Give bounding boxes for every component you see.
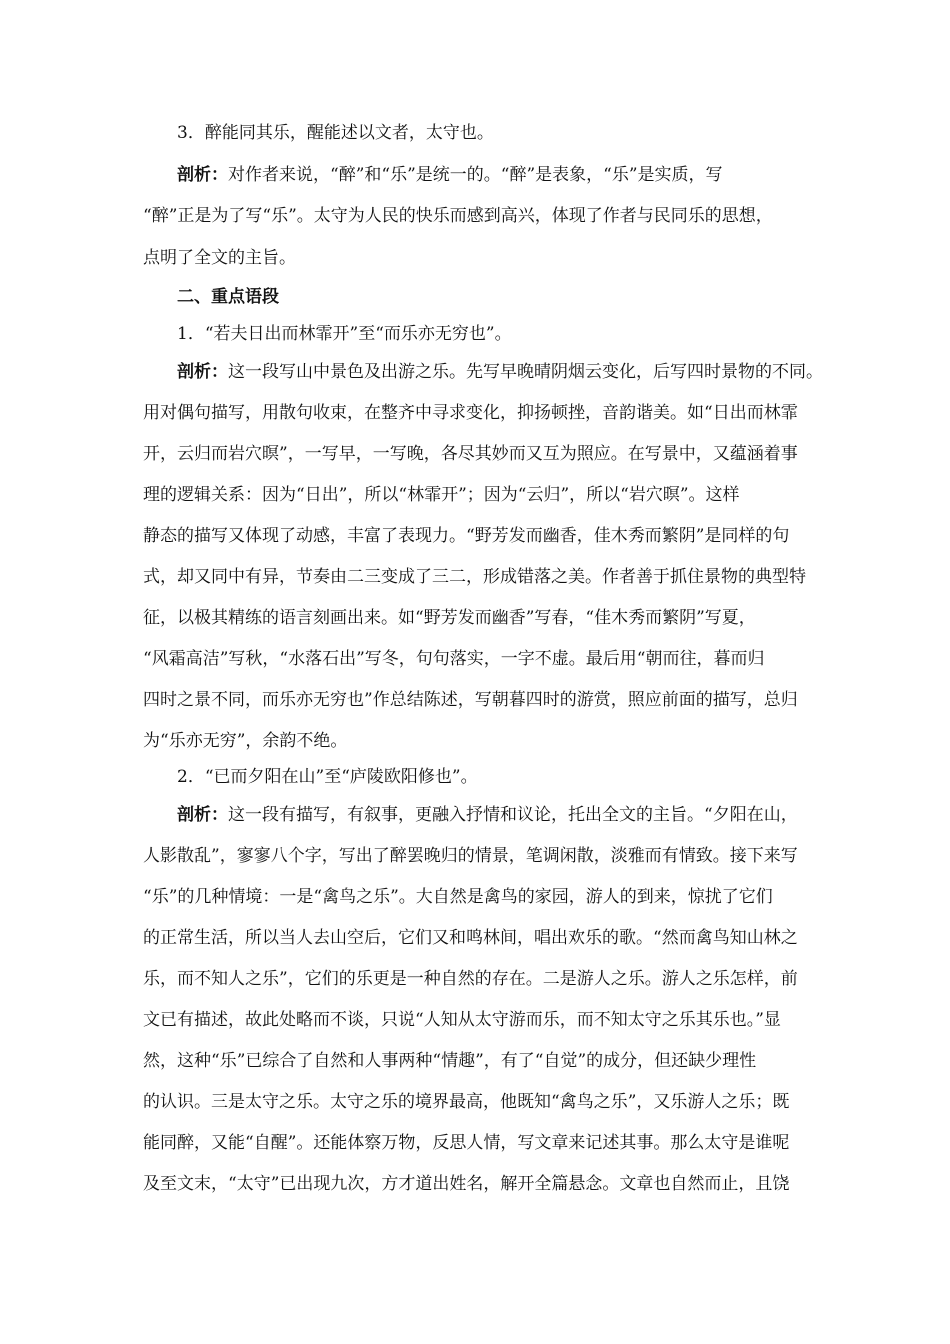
para-1-line-4: 理的逻辑关系：因为“日出”，所以“林霏开”；因为“云归”，所以“岩穴暝”。这样 bbox=[143, 485, 740, 505]
para-1-line-8: “风霜高洁”写秋，“水落石出”写冬，句句落实，一字不虚。最后用“朝而往，暮而归 bbox=[143, 649, 765, 669]
analysis-label: 剖析： bbox=[177, 165, 228, 185]
para-2-line-2: 人影散乱”，寥寥八个字，写出了醉罢晚归的情景，笔调闲散，淡雅而有情致。接下来写 bbox=[143, 846, 798, 866]
para-2-line-8: 的认识。三是太守之乐。太守之乐的境界最高，他既知“禽鸟之乐”，又乐游人之乐；既 bbox=[143, 1092, 790, 1112]
para-2-line-10: 及至文末，“太守”已出现九次，方才道出姓名，解开全篇悬念。文章也自然而止，且饶 bbox=[143, 1174, 790, 1194]
para-1-line-10: 为“乐亦无穷”，余韵不绝。 bbox=[143, 731, 348, 751]
para-2-line-3: “乐”的几种情境：一是“禽鸟之乐”。大自然是禽鸟的家园，游人的到来，惊扰了它们 bbox=[143, 887, 773, 907]
item-3-title: 3．醉能同其乐，醒能述以文者，太守也。 bbox=[177, 123, 494, 143]
para-1-line-3: 开，云归而岩穴暝”，一写早，一写晚，各尽其妙而又互为照应。在写景中，又蕴涵着事 bbox=[143, 444, 798, 464]
para-2-analysis-line-1 bbox=[177, 803, 823, 827]
para-2-line-9: 能同醉，又能“自醒”。还能体察万物，反思人情，写文章来记述其事。那么太守是谁呢 bbox=[143, 1133, 790, 1153]
para-1-line-2: 用对偶句描写，用散句收束，在整齐中寻求变化，抑扬顿挫，音韵谐美。如“日出而林霏 bbox=[143, 403, 798, 423]
para-2-line-7: 然，这种“乐”已综合了自然和人事两种“情趣”，有了“自觉”的成分，但还缺少理性 bbox=[143, 1051, 757, 1071]
analysis-text: 这一段有描写，有叙事，更融入抒情和议论，托出全文的主旨。“夕阳在山， bbox=[228, 805, 798, 825]
section-heading: 二、重点语段 bbox=[177, 287, 279, 307]
para-1-line-9: 四时之景不同，而乐亦无穷也”作总结陈述，写朝暮四时的游赏，照应前面的描写，总归 bbox=[143, 690, 798, 710]
para-2-line-4: 的正常生活，所以当人去山空后，它们又和鸣林间，唱出欢乐的歌。“然而禽鸟知山林之 bbox=[143, 928, 798, 948]
analysis-label: 剖析： bbox=[177, 805, 228, 825]
item-3-analysis-line-1 bbox=[177, 163, 823, 187]
item-3-analysis-line-3: 点明了全文的主旨。 bbox=[143, 248, 296, 268]
para-1-title: 1．“若夫日出而林霏开”至“而乐亦无穷也”。 bbox=[177, 324, 512, 344]
para-1-line-5: 静态的描写又体现了动感，丰富了表现力。“野芳发而幽香，佳木秀而繁阴”是同样的句 bbox=[143, 526, 790, 546]
para-2-line-5: 乐，而不知人之乐”，它们的乐更是一种自然的存在。二是游人之乐。游人之乐怎样，前 bbox=[143, 969, 798, 989]
analysis-text: 这一段写山中景色及出游之乐。先写早晚晴阴烟云变化，后写四时景物的不同。 bbox=[228, 362, 823, 382]
para-2-title: 2．“已而夕阳在山”至“庐陵欧阳修也”。 bbox=[177, 767, 478, 787]
para-1-line-7: 征，以极其精练的语言刻画出来。如“野芳发而幽香”写春，“佳木秀而繁阴”写夏， bbox=[143, 608, 756, 628]
analysis-label: 剖析： bbox=[177, 362, 228, 382]
item-3-analysis-line-2: “醉”正是为了写“乐”。太守为人民的快乐而感到高兴，体现了作者与民同乐的思想， bbox=[143, 206, 773, 226]
para-2-line-6: 文已有描述，故此处略而不谈，只说“人知从太守游而乐，而不知太守之乐其乐也。”显 bbox=[143, 1010, 781, 1030]
para-1-line-6: 式，却又同中有异，节奏由二三变成了三二，形成错落之美。作者善于抓住景物的典型特 bbox=[143, 567, 806, 587]
para-1-analysis-line-1 bbox=[177, 360, 823, 384]
analysis-text: 对作者来说，“醉”和“乐”是统一的。“醉”是表象，“乐”是实质，写 bbox=[228, 165, 723, 185]
